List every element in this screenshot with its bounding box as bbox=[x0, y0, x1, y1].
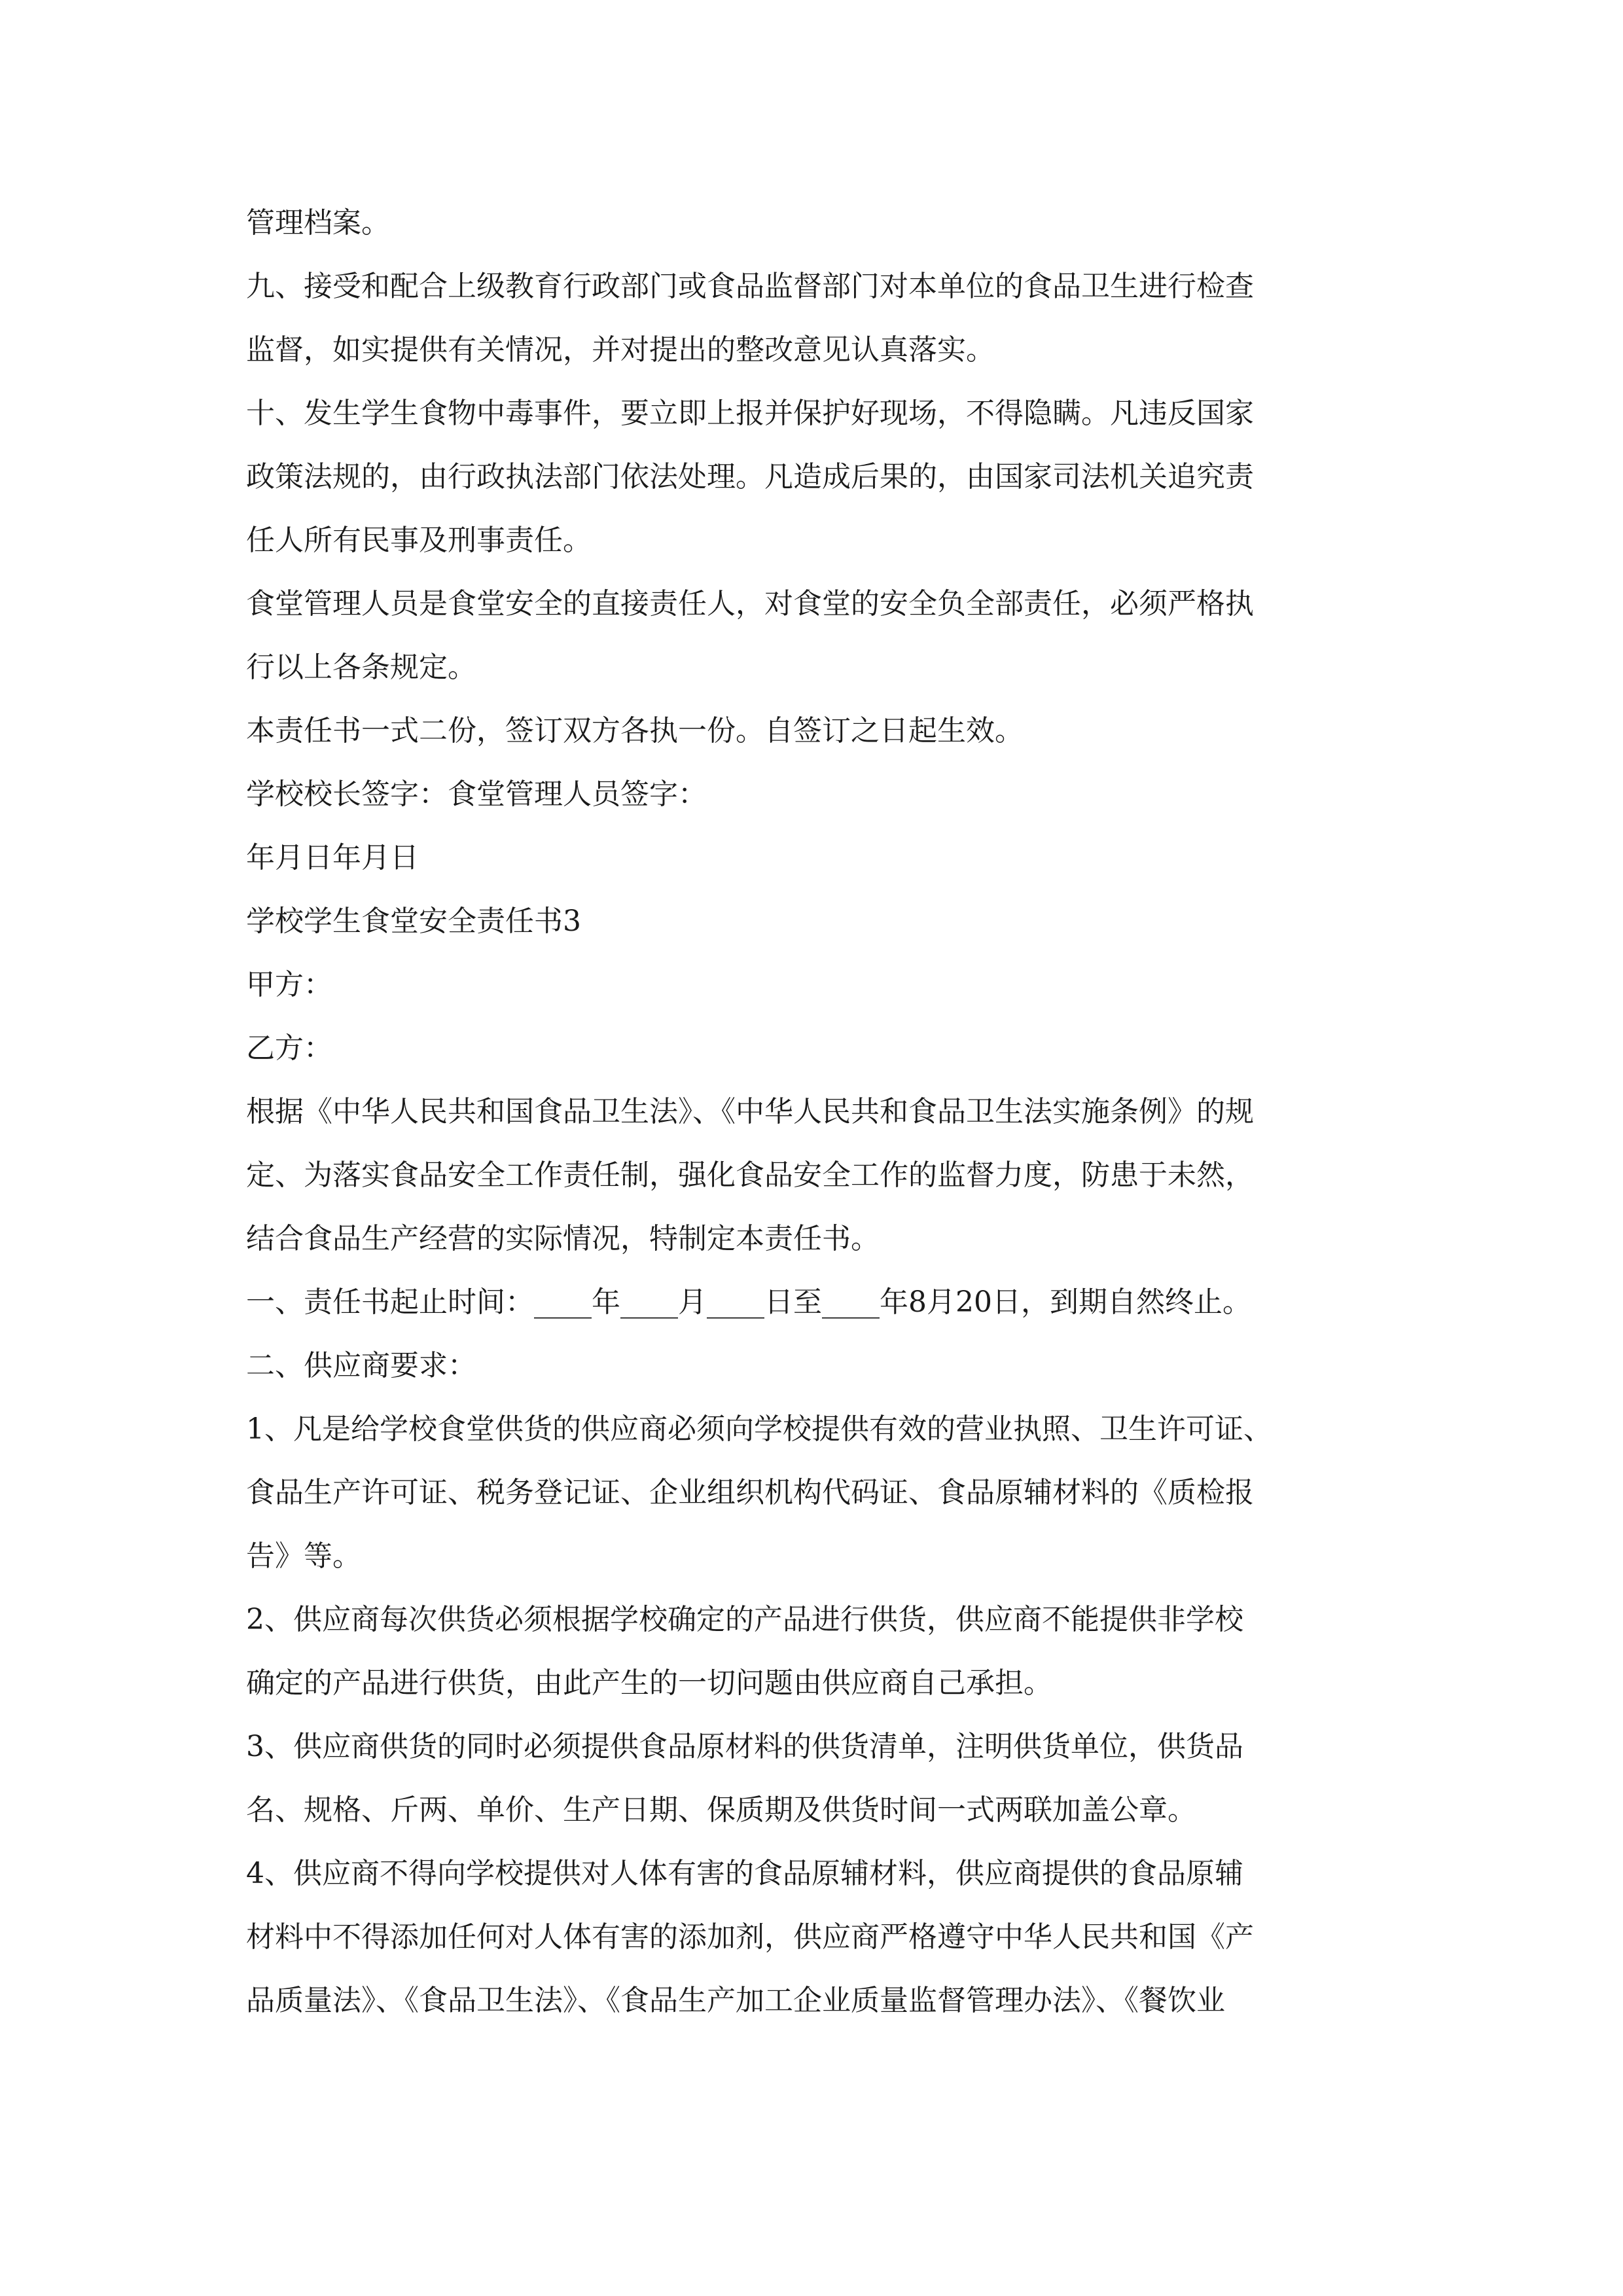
text-line: 1、凡是给学校食堂供货的供应商必须向学校提供有效的营业执照、卫生许可证、 bbox=[246, 1412, 1272, 1446]
text-line: 名、规格、斤两、单价、生产日期、保质期及供货时间一式两联加盖公章。 bbox=[246, 1793, 1196, 1827]
text-line: 本责任书一式二份，签订双方各执一份。自签订之日起生效。 bbox=[246, 714, 1024, 747]
date-line: 年月日年月日 bbox=[246, 841, 419, 874]
text-line: 2、供应商每次供货必须根据学校确定的产品进行供货，供应商不能提供非学校 bbox=[246, 1603, 1243, 1636]
text-line: 二、供应商要求： bbox=[246, 1349, 476, 1382]
text-line: 4、供应商不得向学校提供对人体有害的食品原辅材料，供应商提供的食品原辅 bbox=[246, 1857, 1243, 1890]
document-page bbox=[246, 191, 1398, 2032]
term-line: 一、责任书起止时间：____年____月____日至____年8月20日，到期自然终止。 bbox=[246, 1285, 1251, 1319]
text-line: 九、接受和配合上级教育行政部门或食品监督部门对本单位的食品卫生进行检查 bbox=[246, 270, 1254, 303]
text-line: 十、发生学生食物中毒事件，要立即上报并保护好现场，不得隐瞒。凡违反国家 bbox=[246, 397, 1254, 430]
text-line: 3、供应商供货的同时必须提供食品原材料的供货清单，注明供货单位，供货品 bbox=[246, 1730, 1243, 1763]
text-line: 结合食品生产经营的实际情况，特制定本责任书。 bbox=[246, 1222, 880, 1255]
text-line: 政策法规的，由行政执法部门依法处理。凡造成后果的，由国家司法机关追究责 bbox=[246, 460, 1254, 493]
text-line: 食堂管理人员是食堂安全的直接责任人，对食堂的安全负全部责任，必须严格执 bbox=[246, 587, 1254, 620]
text-line: 管理档案。 bbox=[246, 206, 390, 240]
text-line: 确定的产品进行供货，由此产生的一切问题由供应商自己承担。 bbox=[246, 1666, 1052, 1700]
text-line: 品质量法》、《食品卫生法》、《食品生产加工企业质量监督管理办法》、《餐饮业 bbox=[246, 1984, 1225, 2017]
text-line: 监督，如实提供有关情况，并对提出的整改意见认真落实。 bbox=[246, 333, 995, 367]
text-line: 食品生产许可证、税务登记证、企业组织机构代码证、食品原辅材料的《质检报 bbox=[246, 1476, 1254, 1509]
text-line: 材料中不得添加任何对人体有害的添加剂，供应商严格遵守中华人民共和国《产 bbox=[246, 1920, 1254, 1954]
party-b-line: 乙方： bbox=[246, 1031, 332, 1065]
signature-line: 学校校长签字：食堂管理人员签字： bbox=[246, 778, 707, 811]
text-line: 任人所有民事及刑事责任。 bbox=[246, 524, 592, 557]
text-line: 告》等。 bbox=[246, 1539, 361, 1573]
text-line: 根据《中华人民共和国食品卫生法》、《中华人民共和食品卫生法实施条例》的规 bbox=[246, 1095, 1254, 1128]
party-a-line: 甲方： bbox=[246, 968, 332, 1001]
text-line: 行以上各条规定。 bbox=[246, 651, 476, 684]
section-title: 学校学生食堂安全责任书3 bbox=[246, 905, 581, 938]
text-line: 定、为落实食品安全工作责任制，强化食品安全工作的监督力度，防患于未然， bbox=[246, 1158, 1254, 1192]
